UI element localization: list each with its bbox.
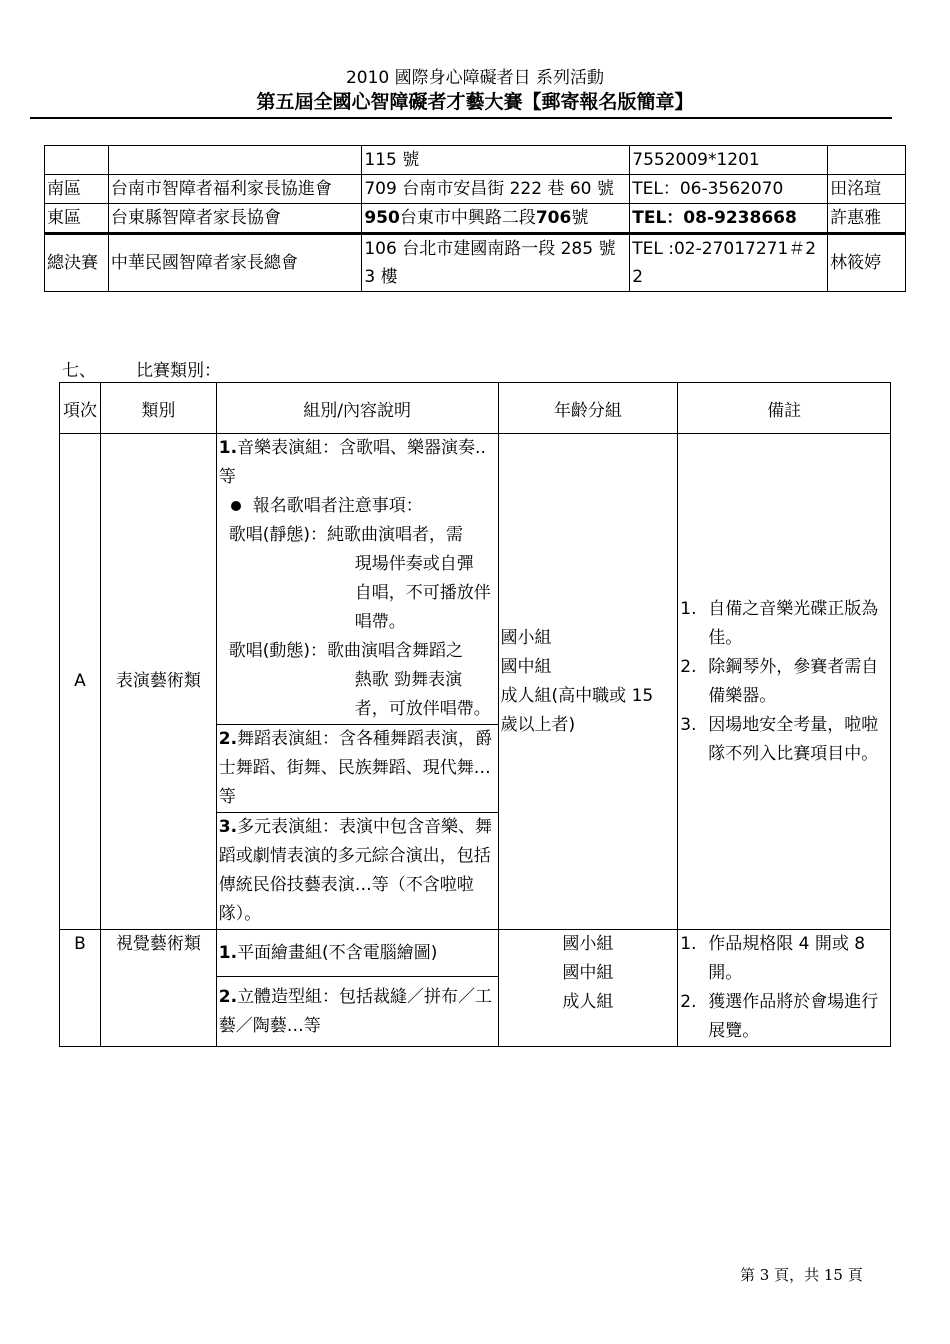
region-cell: 東區 bbox=[45, 204, 109, 234]
group-number: 2. bbox=[218, 986, 238, 1007]
group-cell bbox=[216, 813, 498, 930]
group-text: 多元表演組：表演中包含音樂、舞蹈或劇情表演的多元綜合演出，包括傳統民俗技藝表演…等（不含啦啦隊）。 bbox=[218, 817, 493, 924]
tel-cell: TEL：06-3562070 bbox=[630, 175, 828, 204]
group-cell bbox=[216, 434, 498, 725]
section-heading bbox=[62, 356, 221, 381]
address-code: 950 bbox=[364, 208, 400, 228]
org-cell: 台東縣智障者家長協會 bbox=[108, 204, 361, 234]
region-cell bbox=[45, 146, 109, 175]
col-header-item: 項次 bbox=[60, 383, 101, 434]
org-cell: 中華民國智障者家長總會 bbox=[108, 234, 361, 292]
group-number: 3. bbox=[218, 817, 238, 837]
group-number: 2. bbox=[218, 729, 238, 749]
notes-cell bbox=[678, 434, 891, 930]
dynamic-label-line bbox=[219, 637, 496, 666]
org-cell bbox=[108, 146, 361, 175]
address-cell: 106 台北市建國南路一段 285 號 3 樓 bbox=[362, 234, 630, 292]
address-cell: 115 號 bbox=[362, 146, 630, 175]
address-suffix: 號 bbox=[571, 208, 589, 228]
static-line: 現場伴奏或自彈 bbox=[354, 554, 474, 574]
age-group: 國小組 bbox=[562, 934, 614, 954]
table-header-row bbox=[60, 383, 891, 434]
group-text: 立體造型組：包括裁縫／拼布／工藝／陶藝…等 bbox=[218, 986, 493, 1036]
notes-list bbox=[680, 595, 888, 769]
static-line: 自唱，不可播放伴 bbox=[354, 583, 491, 603]
table-row bbox=[45, 204, 906, 234]
table-row bbox=[60, 434, 891, 725]
address-cell bbox=[362, 204, 630, 234]
note-number: 2. bbox=[680, 656, 697, 677]
org-cell: 台南市智障者福利家長協進會 bbox=[108, 175, 361, 204]
table-row bbox=[45, 175, 906, 204]
list-item bbox=[680, 711, 888, 769]
category-cell: 表演藝術類 bbox=[100, 434, 216, 930]
static-line: 唱帶。 bbox=[354, 612, 406, 632]
note-title: 報名歌唱者注意事項： bbox=[252, 496, 423, 516]
address-cell: 709 台南市安昌街 222 巷 60 號 bbox=[362, 175, 630, 204]
col-header-category: 類別 bbox=[100, 383, 216, 434]
table-row bbox=[45, 234, 906, 292]
static-label: 歌唱(靜態)： bbox=[228, 525, 328, 545]
dynamic-line: 熱歌 勁舞表演 bbox=[354, 670, 463, 690]
group-cell bbox=[216, 725, 498, 813]
region-cell: 南區 bbox=[45, 175, 109, 204]
person-cell bbox=[828, 146, 906, 175]
list-item bbox=[680, 930, 888, 988]
group-number: 1. bbox=[218, 942, 238, 963]
contact-table bbox=[44, 145, 906, 292]
region-cell: 總決賽 bbox=[45, 234, 109, 292]
group-text: 音樂表演組：含歌唱、樂器演奏..等 bbox=[218, 438, 486, 487]
list-item bbox=[680, 653, 888, 711]
note-text: 因場地安全考量，啦啦隊不列入比賽項目中。 bbox=[708, 714, 879, 764]
item-id-cell: B bbox=[60, 930, 101, 1047]
section-number: 七、 bbox=[62, 361, 96, 381]
address-number: 706 bbox=[535, 208, 572, 228]
category-table bbox=[59, 382, 891, 1047]
note-number: 3. bbox=[680, 714, 697, 735]
header-title: 第五屆全國心智障礙者才藝大賽【郵寄報名版簡章】 bbox=[256, 91, 694, 113]
group-item bbox=[219, 434, 496, 492]
person-cell: 林筱婷 bbox=[828, 234, 906, 292]
static-line: 純歌曲演唱者，需 bbox=[327, 525, 464, 545]
group-text: 舞蹈表演組：含各種舞蹈表演，爵士舞蹈、街舞、民族舞蹈、現代舞…等 bbox=[218, 729, 493, 807]
age-group: 成人組 bbox=[562, 992, 614, 1012]
age-cell bbox=[498, 434, 678, 930]
note-text: 除鋼琴外，參賽者需自備樂器。 bbox=[708, 656, 879, 706]
list-item bbox=[680, 988, 888, 1046]
age-group: 成人組(高中職或 15 歲以上者) bbox=[500, 685, 654, 735]
dynamic-label: 歌唱(動態)： bbox=[228, 641, 328, 661]
age-cell bbox=[498, 930, 678, 1047]
col-header-age: 年齡分組 bbox=[498, 383, 678, 434]
section-title: 比賽類別： bbox=[136, 361, 221, 381]
age-group: 國中組 bbox=[562, 963, 614, 983]
tel-cell: TEL：08-9238668 bbox=[630, 204, 828, 234]
page-number-footer: 第 3 頁，共 15 頁 bbox=[740, 1266, 863, 1284]
dynamic-line: 歌曲演唱含舞蹈之 bbox=[327, 641, 464, 661]
note-number: 1. bbox=[680, 934, 697, 954]
table-row bbox=[45, 146, 906, 175]
person-cell: 許惠雅 bbox=[828, 204, 906, 234]
col-header-notes: 備註 bbox=[678, 383, 891, 434]
note-text: 獲選作品將於會場進行展覽。 bbox=[708, 992, 879, 1041]
col-header-groups: 組別/內容說明 bbox=[216, 383, 498, 434]
note-text: 自備之音樂光碟正版為佳。 bbox=[708, 598, 879, 648]
note-number: 1. bbox=[680, 598, 697, 619]
note-number: 2. bbox=[680, 992, 697, 1012]
header-divider bbox=[30, 117, 892, 119]
group-cell bbox=[216, 977, 498, 1047]
notes-list bbox=[680, 930, 888, 1046]
tel-cell: TEL :02-27017271＃22 bbox=[630, 234, 828, 292]
page-header bbox=[0, 66, 950, 114]
age-group: 國小組 bbox=[500, 627, 552, 648]
group-text: 平面繪畫組(不含電腦繪圖) bbox=[237, 942, 438, 963]
dynamic-line: 者，可放伴唱帶。 bbox=[354, 699, 491, 719]
item-id-cell: A bbox=[60, 434, 101, 930]
person-cell: 田洺瑄 bbox=[828, 175, 906, 204]
address-street: 台東市中興路二段 bbox=[399, 208, 536, 228]
tel-cell: 7552009*1201 bbox=[630, 146, 828, 175]
category-cell: 視覺藝術類 bbox=[100, 930, 216, 1047]
group-number: 1. bbox=[218, 438, 238, 458]
group-cell bbox=[216, 930, 498, 977]
list-item bbox=[680, 595, 888, 653]
notes-cell bbox=[678, 930, 891, 1047]
table-row bbox=[60, 930, 891, 977]
note-heading bbox=[219, 492, 496, 521]
age-group: 國中組 bbox=[500, 656, 552, 677]
bullet-icon bbox=[231, 501, 241, 511]
note-text: 作品規格限 4 開或 8 開。 bbox=[708, 934, 866, 983]
header-subtitle: 2010 國際身心障礙者日 系列活動 bbox=[345, 68, 605, 88]
static-label-line bbox=[219, 521, 496, 550]
